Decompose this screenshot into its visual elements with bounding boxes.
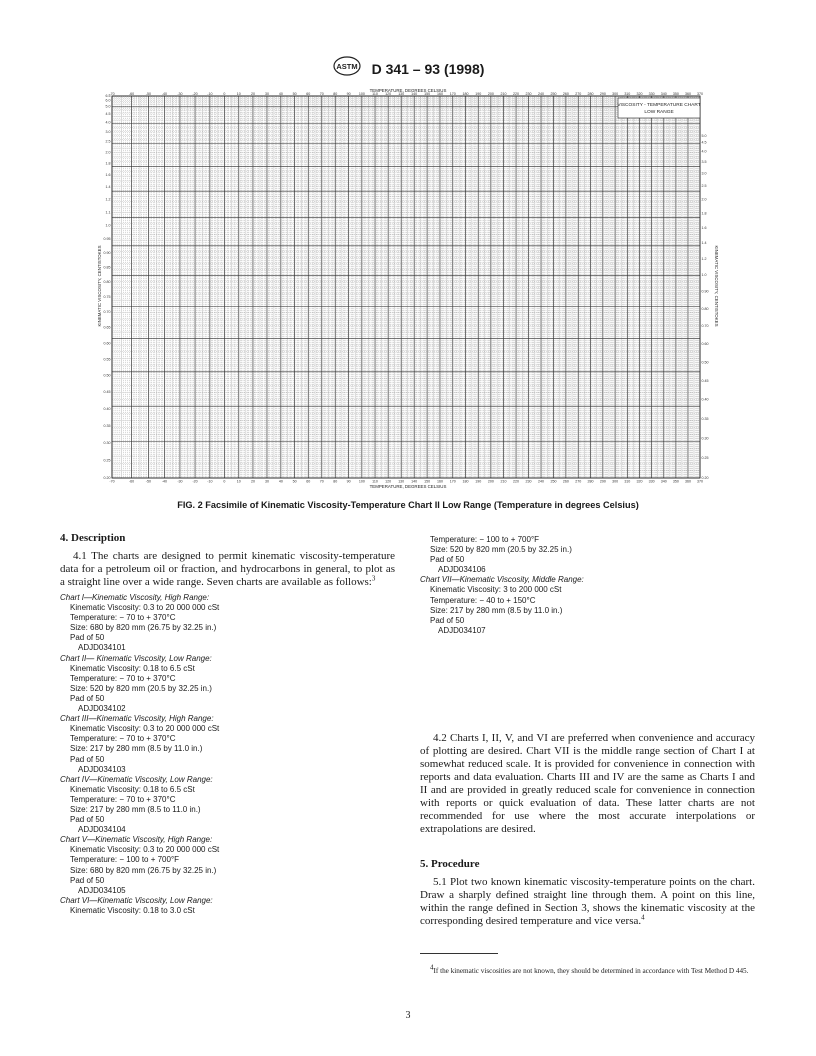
chart-entry-4 — [60, 775, 395, 836]
temperature-tick-label: 110 — [372, 92, 378, 96]
viscosity-tick-label-right: 5.0 — [701, 134, 707, 139]
temperature-tick-label: 240 — [538, 479, 545, 484]
temperature-tick-label: 310 — [624, 92, 631, 96]
section-5-heading: 5. Procedure — [420, 857, 480, 870]
temperature-tick-label: 370 — [697, 92, 703, 96]
chart-entry-2 — [60, 654, 395, 715]
footnote-marker: 4 — [430, 963, 434, 972]
viscosity-tick-label-left: 3.0 — [105, 129, 111, 134]
viscosity-tick-label-left: 0.25 — [103, 458, 111, 463]
chart-code: ADJD034105 — [78, 885, 126, 895]
temperature-tick-label: 160 — [436, 92, 443, 96]
temperature-tick-label: 170 — [449, 92, 456, 96]
temperature-tick-label: -10 — [207, 479, 213, 484]
temperature-tick-label: 170 — [449, 479, 456, 484]
figure-caption: FIG. 2 Facsimile of Kinematic Viscosity-Temperature Chart II Low Range (Temperature in degrees Celsius) — [177, 500, 639, 510]
chart-pad: Pad of 50 — [70, 754, 105, 764]
chart-title: Chart II— Kinematic Viscosity, Low Range: — [60, 653, 212, 663]
viscosity-tick-label-left: 4.5 — [105, 112, 111, 117]
chart-pad: Pad of 50 — [430, 615, 465, 625]
viscosity-tick-label-left: 0.20 — [103, 476, 111, 481]
viscosity-tick-label-right: 0.20 — [701, 476, 709, 481]
temperature-tick-label: 340 — [660, 479, 667, 484]
viscosity-tick-label-left: 1.0 — [105, 223, 111, 228]
temperature-tick-label: 310 — [624, 479, 631, 484]
temperature-tick-label: 10 — [236, 92, 241, 96]
viscosity-tick-label-right: 2.0 — [701, 197, 707, 202]
paragraph-4-2: 4.2 Charts I, II, V, and VI are preferred when convenience and accuracy of plotting are desired. Chart VII is the middle range section of Chart I at somewhat reduced scale. It is provided for convenience in connection with reports and data evaluation. Charts III and IV are the same as Charts I and II and are provided in greatly reduced scale for convenience in connection with reports or quick evaluation of data. These latter charts are not recommended for use where the most accurate interpolations or extrapolations are desired. — [420, 731, 755, 835]
temperature-tick-label: 350 — [672, 479, 679, 484]
footnote-4 — [420, 963, 755, 976]
viscosity-tick-label-left: 0.70 — [103, 310, 111, 315]
chart-title: Chart III—Kinematic Viscosity, High Range: — [60, 714, 214, 724]
chart-pad: Pad of 50 — [70, 875, 105, 885]
chart-viscosity: Kinematic Viscosity: 0.3 to 20 000 000 cSt — [70, 845, 220, 855]
viscosity-tick-label-left: 6.5 — [105, 94, 111, 99]
chart-title-box — [618, 98, 700, 118]
temperature-tick-label: 290 — [599, 92, 606, 96]
viscosity-tick-label-left: 0.90 — [103, 251, 111, 256]
temperature-tick-label: 150 — [424, 479, 431, 484]
chart-title: Chart IV—Kinematic Viscosity, Low Range: — [60, 774, 213, 784]
chart-viscosity: Kinematic Viscosity: 0.18 to 3.0 cSt — [70, 905, 195, 915]
temperature-tick-label: -50 — [145, 92, 152, 96]
viscosity-tick-label-left: 0.75 — [103, 294, 111, 299]
viscosity-tick-label-right: 0.45 — [701, 378, 709, 383]
chart-title-line2: LOW RANGE — [644, 110, 674, 115]
temperature-tick-label: 160 — [436, 479, 443, 484]
viscosity-tick-label-left: 0.40 — [103, 406, 111, 411]
section-4-heading: 4. Description — [60, 532, 126, 544]
temperature-tick-label: 290 — [599, 479, 606, 484]
temperature-tick-label: 360 — [684, 92, 691, 96]
temperature-tick-label: 270 — [575, 92, 582, 96]
temperature-tick-label: 60 — [306, 92, 311, 96]
paragraph-5-1-text: 5.1 Plot two known kinematic viscosity-temperature points on the chart. Draw a sharply defined straight line through them. A point on this line, within the range defined in Section 3, shows the kinematic viscosity at the corresponding desired temperature and vice versa. — [420, 875, 755, 927]
temperature-tick-label: 230 — [525, 92, 532, 96]
temperature-tick-label: -40 — [161, 92, 168, 96]
temperature-tick-label: -10 — [207, 92, 213, 96]
chart-title: Chart VII—Kinematic Viscosity, Middle Range: — [420, 575, 584, 585]
standard-designation: D 341 – 93 (1998) — [371, 60, 485, 77]
temperature-tick-label: 250 — [550, 479, 557, 484]
temperature-tick-label: 370 — [697, 479, 703, 484]
temperature-tick-label: 140 — [411, 92, 418, 96]
chart-temperature: Temperature: − 70 to + 370°C — [70, 673, 176, 683]
temperature-tick-label: -40 — [161, 479, 168, 484]
viscosity-tick-label-right: 0.25 — [701, 456, 709, 461]
chart-entry-6-continued — [420, 535, 755, 575]
temperature-tick-label: -20 — [192, 92, 198, 96]
chart-code: ADJD034104 — [78, 825, 126, 835]
viscosity-tick-label-right: 3.0 — [701, 171, 707, 176]
temperature-tick-label: 20 — [250, 479, 255, 484]
chart-code: ADJD034102 — [78, 704, 126, 714]
chart-size: Size: 520 by 820 mm (20.5 by 32.25 in.) — [70, 683, 212, 693]
temperature-tick-label: 100 — [358, 92, 365, 96]
viscosity-temperature-chart-figure — [98, 86, 718, 490]
chart-size: Size: 217 by 280 mm (8.5 by 11.0 in.) — [70, 744, 203, 754]
temperature-tick-label: 210 — [500, 479, 507, 484]
viscosity-tick-label-left: 6.0 — [105, 98, 111, 103]
chart-list — [60, 593, 395, 916]
viscosity-tick-label-left: 0.65 — [103, 325, 111, 330]
viscosity-tick-label-left: 2.0 — [105, 150, 111, 155]
viscosity-tick-label-left: 0.45 — [103, 390, 111, 395]
chart-title: Chart I—Kinematic Viscosity, High Range: — [60, 593, 210, 602]
temperature-tick-label: -50 — [145, 479, 152, 484]
viscosity-tick-label-left: 5.0 — [105, 104, 111, 109]
viscosity-tick-label-right: 0.80 — [701, 306, 709, 311]
temperature-tick-label: 0 — [223, 479, 226, 484]
temperature-tick-label: 90 — [346, 92, 351, 96]
temperature-tick-label: 20 — [250, 92, 255, 96]
viscosity-tick-label-right: 0.70 — [701, 324, 709, 329]
chart-viscosity: Kinematic Viscosity: 0.3 to 20 000 000 cSt — [70, 724, 220, 734]
paragraph-4-1-text: 4.1 The charts are designed to permit kinematic viscosity-temperature data for a petroleum oil or fraction, and hydrocarbons in general, to plot as a straight line over a wide range. Seven charts are available as follows: — [60, 550, 395, 588]
footnote-ref-3: 3 — [371, 574, 376, 583]
top-axis-label: TEMPERATURE, DEGREES CELSIUS — [369, 88, 447, 93]
temperature-tick-label: 300 — [612, 479, 619, 484]
chart-temperature: Temperature: − 70 to + 370°C — [70, 794, 176, 804]
temperature-tick-label: 30 — [264, 479, 269, 484]
viscosity-tick-label-left: 0.85 — [103, 265, 111, 270]
temperature-tick-label: 50 — [292, 479, 297, 484]
page-header — [0, 56, 816, 81]
temperature-tick-label: 80 — [333, 479, 338, 484]
chart-size: Size: 217 by 280 mm (8.5 by 11.0 in.) — [430, 605, 563, 615]
chart-frame — [112, 96, 700, 478]
temperature-tick-label: 360 — [684, 479, 691, 484]
chart-pad: Pad of 50 — [70, 633, 105, 643]
temperature-tick-label: 180 — [462, 92, 469, 96]
temperature-tick-label: 250 — [550, 92, 557, 96]
temperature-tick-label: 40 — [278, 92, 283, 96]
temperature-tick-label: 340 — [660, 92, 667, 96]
astm-logo — [332, 56, 362, 81]
chart-temperature: Temperature: − 100 to + 700°F — [70, 855, 180, 865]
chart-temperature: Temperature: − 100 to + 700°F — [430, 535, 540, 544]
temperature-tick-label: 320 — [636, 92, 643, 96]
temperature-tick-label: -70 — [109, 479, 115, 484]
paragraph-4-1 — [60, 550, 395, 589]
temperature-tick-label: -60 — [128, 479, 135, 484]
temperature-tick-label: 190 — [475, 92, 482, 96]
viscosity-tick-label-left: 0.60 — [103, 341, 111, 346]
viscosity-tick-label-left: 1.2 — [105, 197, 111, 202]
temperature-tick-label: 260 — [562, 92, 569, 96]
chart-entry-3 — [60, 714, 395, 775]
chart-entry-7 — [420, 575, 755, 636]
viscosity-tick-label-left: 1.4 — [105, 184, 111, 189]
viscosity-tick-label-right: 0.35 — [701, 416, 709, 421]
chart-size: Size: 680 by 820 mm (26.75 by 32.25 in.) — [70, 623, 217, 633]
chart-title-line1: VISCOSITY - TEMPERATURE CHART — [617, 103, 701, 108]
viscosity-tick-label-right: 1.0 — [701, 273, 707, 278]
temperature-tick-label: 10 — [236, 479, 241, 484]
viscosity-tick-label-left: 1.6 — [105, 172, 111, 177]
chart-code: ADJD034103 — [78, 764, 126, 774]
temperature-tick-label: 220 — [513, 479, 520, 484]
viscosity-tick-label-right: 1.2 — [701, 256, 707, 261]
temperature-tick-label: 220 — [513, 92, 520, 96]
viscosity-tick-label-left: 1.1 — [105, 210, 111, 215]
chart-viscosity: Kinematic Viscosity: 0.18 to 6.5 cSt — [70, 784, 195, 794]
temperature-tick-label: 200 — [487, 92, 494, 96]
viscosity-tick-label-right: 0.60 — [701, 342, 709, 347]
chart-temperature: Temperature: − 70 to + 370°C — [70, 613, 176, 623]
temperature-tick-label: 120 — [385, 92, 392, 96]
chart-entry-5 — [60, 835, 395, 896]
chart-code: ADJD034101 — [78, 643, 126, 653]
temperature-tick-label: 230 — [525, 479, 532, 484]
chart-title: Chart VI—Kinematic Viscosity, Low Range: — [60, 895, 213, 905]
temperature-tick-label: 300 — [612, 92, 619, 96]
right-axis-label: KINEMATIC VISCOSITY, CENTISTOKES — [714, 245, 719, 327]
right-column — [420, 535, 755, 928]
temperature-tick-label: 240 — [538, 92, 545, 96]
footnote-text: If the kinematic viscosities are not known, they should be determined in accordance with Test Method D 445. — [433, 967, 749, 976]
temperature-tick-label: 80 — [333, 92, 338, 96]
temperature-tick-label: 210 — [500, 92, 507, 96]
footnote-divider — [420, 953, 498, 954]
temperature-tick-label: -20 — [192, 479, 198, 484]
viscosity-tick-label-left: 0.50 — [103, 373, 111, 378]
left-axis-label: KINEMATIC VISCOSITY, CENTISTOKES — [97, 245, 102, 327]
temperature-tick-label: -30 — [177, 92, 183, 96]
temperature-tick-label: 130 — [398, 92, 405, 96]
viscosity-tick-label-right: 0.40 — [701, 397, 709, 402]
temperature-tick-label: 200 — [487, 479, 494, 484]
temperature-tick-label: 0 — [223, 92, 226, 96]
viscosity-tick-label-left: 4.0 — [105, 120, 111, 125]
temperature-tick-label: 110 — [372, 479, 378, 484]
temperature-tick-label: 260 — [562, 479, 569, 484]
chart-viscosity: Kinematic Viscosity: 0.3 to 20 000 000 cSt — [70, 603, 220, 613]
svg-text:ASTM: ASTM — [335, 62, 358, 71]
footnote-ref-4: 4 — [641, 913, 645, 922]
temperature-tick-label: 70 — [319, 479, 324, 484]
chart-title: Chart V—Kinematic Viscosity, High Range: — [60, 835, 213, 845]
viscosity-tick-label-right: 0.50 — [701, 360, 709, 365]
temperature-tick-label: 100 — [358, 479, 365, 484]
temperature-tick-label: 190 — [475, 479, 482, 484]
viscosity-tick-label-right: 1.4 — [701, 241, 707, 246]
chart-pad: Pad of 50 — [70, 693, 105, 703]
temperature-tick-label: 330 — [648, 92, 655, 96]
temperature-tick-label: 180 — [462, 479, 469, 484]
chart-entry-6 — [60, 896, 395, 916]
temperature-tick-label: 350 — [672, 92, 679, 96]
chart-entry-1 — [60, 593, 395, 654]
chart-size: Size: 217 by 280 mm (8.5 to 11.0 in.) — [70, 804, 201, 814]
chart-temperature: Temperature: − 70 to + 370°C — [70, 734, 176, 744]
viscosity-tick-label-left: 0.80 — [103, 279, 111, 284]
temperature-tick-label: -30 — [177, 479, 183, 484]
temperature-tick-label: 30 — [264, 92, 269, 96]
bottom-axis-label: TEMPERATURE, DEGREES CELSIUS — [369, 484, 447, 489]
temperature-tick-label: -70 — [109, 92, 115, 96]
chart-code: ADJD034107 — [438, 625, 486, 635]
chart-grid-svg — [98, 86, 718, 490]
chart-code: ADJD034106 — [438, 565, 486, 575]
viscosity-tick-label-right: 0.30 — [701, 436, 709, 441]
chart-size: Size: 520 by 820 mm (20.5 by 32.25 in.) — [430, 545, 572, 555]
viscosity-tick-label-right: 1.8 — [701, 211, 707, 216]
temperature-tick-label: 280 — [587, 479, 594, 484]
viscosity-tick-label-right: 1.6 — [701, 226, 707, 231]
chart-pad: Pad of 50 — [430, 555, 465, 565]
temperature-tick-label: 60 — [306, 479, 311, 484]
viscosity-tick-label-left: 0.35 — [103, 423, 111, 428]
temperature-tick-label: 270 — [575, 479, 582, 484]
temperature-tick-label: 120 — [385, 479, 392, 484]
viscosity-tick-label-right: 0.90 — [701, 289, 709, 294]
page-number: 3 — [405, 1010, 411, 1021]
chart-size: Size: 680 by 820 mm (26.75 by 32.25 in.) — [70, 865, 217, 875]
viscosity-tick-label-right: 4.0 — [701, 149, 707, 154]
chart-pad: Pad of 50 — [70, 815, 105, 825]
left-column — [60, 532, 395, 916]
chart-viscosity: Kinematic Viscosity: 3 to 200 000 cSt — [430, 585, 562, 595]
chart-list-continued — [420, 535, 755, 636]
temperature-tick-label: 130 — [398, 479, 405, 484]
temperature-tick-label: 320 — [636, 479, 643, 484]
temperature-tick-label: 330 — [648, 479, 655, 484]
temperature-tick-label: 90 — [346, 479, 351, 484]
viscosity-tick-label-left: 0.95 — [103, 237, 111, 242]
temperature-tick-label: 280 — [587, 92, 594, 96]
temperature-tick-label: 150 — [424, 92, 431, 96]
viscosity-tick-label-right: 3.5 — [701, 159, 707, 164]
paragraph-5-1 — [420, 876, 755, 928]
viscosity-tick-label-left: 1.8 — [105, 161, 111, 166]
viscosity-tick-label-right: 4.5 — [701, 140, 707, 145]
temperature-tick-label: 70 — [319, 92, 324, 96]
temperature-tick-label: -60 — [128, 92, 135, 96]
chart-viscosity: Kinematic Viscosity: 0.18 to 6.5 cSt — [70, 663, 195, 673]
chart-temperature: Temperature: − 40 to + 150°C — [430, 595, 536, 605]
viscosity-tick-label-left: 0.30 — [103, 441, 111, 446]
temperature-tick-label: 40 — [278, 479, 283, 484]
viscosity-tick-label-left: 0.55 — [103, 357, 111, 362]
viscosity-tick-label-right: 2.5 — [701, 184, 707, 189]
temperature-tick-label: 50 — [292, 92, 297, 96]
viscosity-tick-label-left: 2.5 — [105, 139, 111, 144]
temperature-tick-label: 140 — [411, 479, 418, 484]
